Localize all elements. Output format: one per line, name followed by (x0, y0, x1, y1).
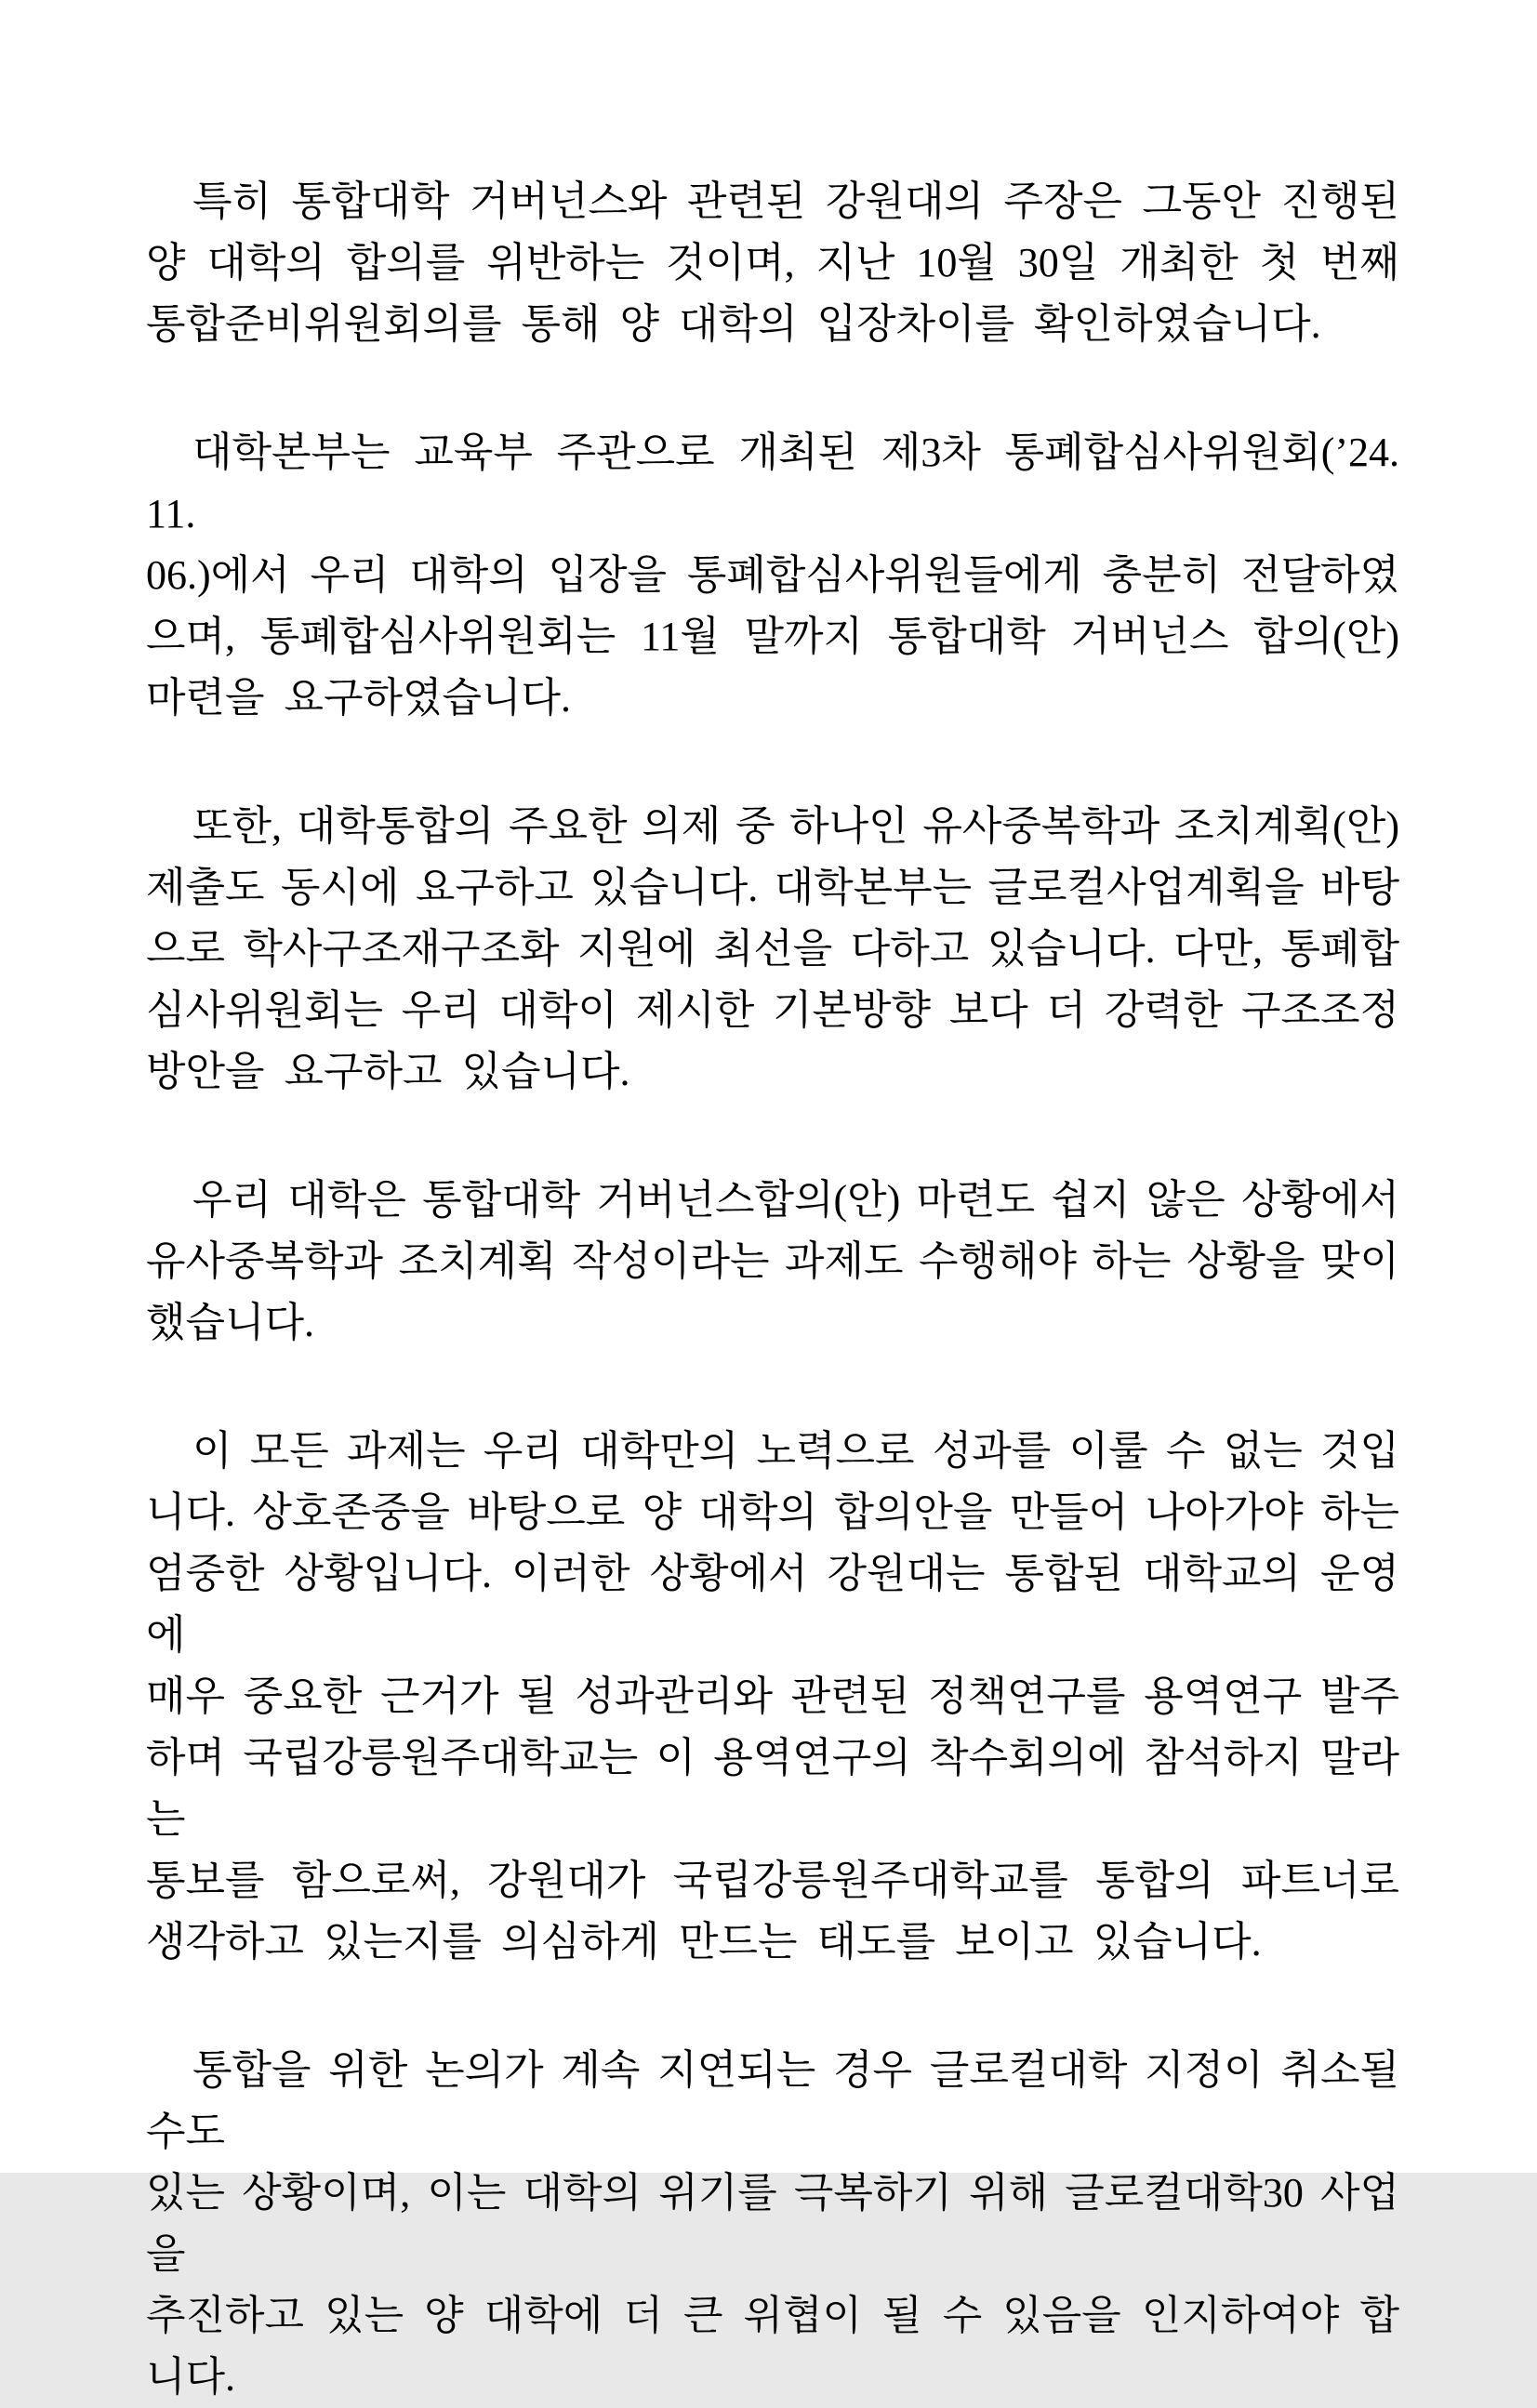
text-line: 06.)에서 우리 대학의 입장을 통폐합심사위원들에게 충분히 전달하였 (146, 552, 1399, 598)
text-line: 마련을 요구하였습니다. (146, 675, 572, 721)
text-line: 으며, 통폐합심사위원회는 11월 말까지 통합대학 거버넌스 합의(안) (146, 614, 1399, 659)
text-line: 통보를 함으로써, 강원대가 국립강릉원주대학교를 통합의 파트너로 (146, 1858, 1399, 1903)
paragraph-5 (146, 1421, 1399, 1973)
text-line: 하며 국립강릉원주대학교는 이 용역연구의 착수회의에 참석하지 말라는 (146, 1735, 1399, 1842)
text-line: 했습니다. (146, 1300, 315, 1345)
text-line: 제출도 동시에 요구하고 있습니다. 대학본부는 글로컬사업계획을 바탕 (146, 865, 1399, 910)
paragraph-4 (146, 1170, 1399, 1354)
text-line: 통합준비위원회의를 통해 양 대학의 입장차이를 확인하였습니다. (146, 301, 1321, 347)
text-line: 니다. 상호존중을 바탕으로 양 대학의 합의안을 만들어 나아가야 하는 (146, 1489, 1399, 1535)
paragraph-1 (146, 171, 1399, 355)
text-line: 방안을 요구하고 있습니다. (146, 1049, 630, 1094)
text-line: 엄중한 상황입니다. 이러한 상황에서 강원대는 통합된 대학교의 운영에 (146, 1551, 1399, 1658)
text-line: 또한, 대학통합의 주요한 의제 중 하나인 유사중복학과 조치계획(안) (192, 803, 1399, 849)
text-line: 통합을 위한 논의가 계속 지연되는 경우 글로컬대학 지정이 취소될 수도 (146, 2047, 1399, 2154)
text-line: 매우 중요한 근거가 될 성과관리와 관련된 정책연구를 용역연구 발주 (146, 1674, 1399, 1719)
text-line: 대학본부는 교육부 주관으로 개최된 제3차 통폐합심사위원회(’24. 11. (146, 430, 1399, 536)
paragraph-3 (146, 796, 1399, 1103)
text-line: 유사중복학과 조치계획 작성이라는 과제도 수행해야 하는 상황을 맞이 (146, 1238, 1399, 1284)
text-line: 이 모든 과제는 우리 대학만의 노력으로 성과를 이룰 수 없는 것입 (192, 1428, 1399, 1474)
text-line: 있는 상황이며, 이는 대학의 위기를 극복하기 위해 글로컬대학30 사업을 (146, 2170, 1399, 2277)
text-line: 양 대학의 합의를 위반하는 것이며, 지난 10월 30일 개최한 첫 번째 (146, 240, 1399, 285)
text-line: 추진하고 있는 양 대학에 더 큰 위협이 될 수 있음을 인지하여야 합니다. (146, 2293, 1399, 2400)
text-line: 생각하고 있는지를 의심하게 만드는 태도를 보이고 있습니다. (146, 1919, 1262, 1965)
text-line: 심사위원회는 우리 대학이 제시한 기본방향 보다 더 강력한 구조조정 (146, 987, 1399, 1033)
text-line: 으로 학사구조재구조화 지원에 최선을 다하고 있습니다. 다만, 통폐합 (146, 926, 1399, 972)
paragraph-2 (146, 422, 1399, 729)
text-line: 우리 대학은 통합대학 거버넌스합의(안) 마련도 쉽지 않은 상황에서 (192, 1177, 1399, 1223)
paragraph-6 (146, 2040, 1399, 2408)
text-line: 특히 통합대학 거버넌스와 관련된 강원대의 주장은 그동안 진행된 (192, 179, 1399, 224)
